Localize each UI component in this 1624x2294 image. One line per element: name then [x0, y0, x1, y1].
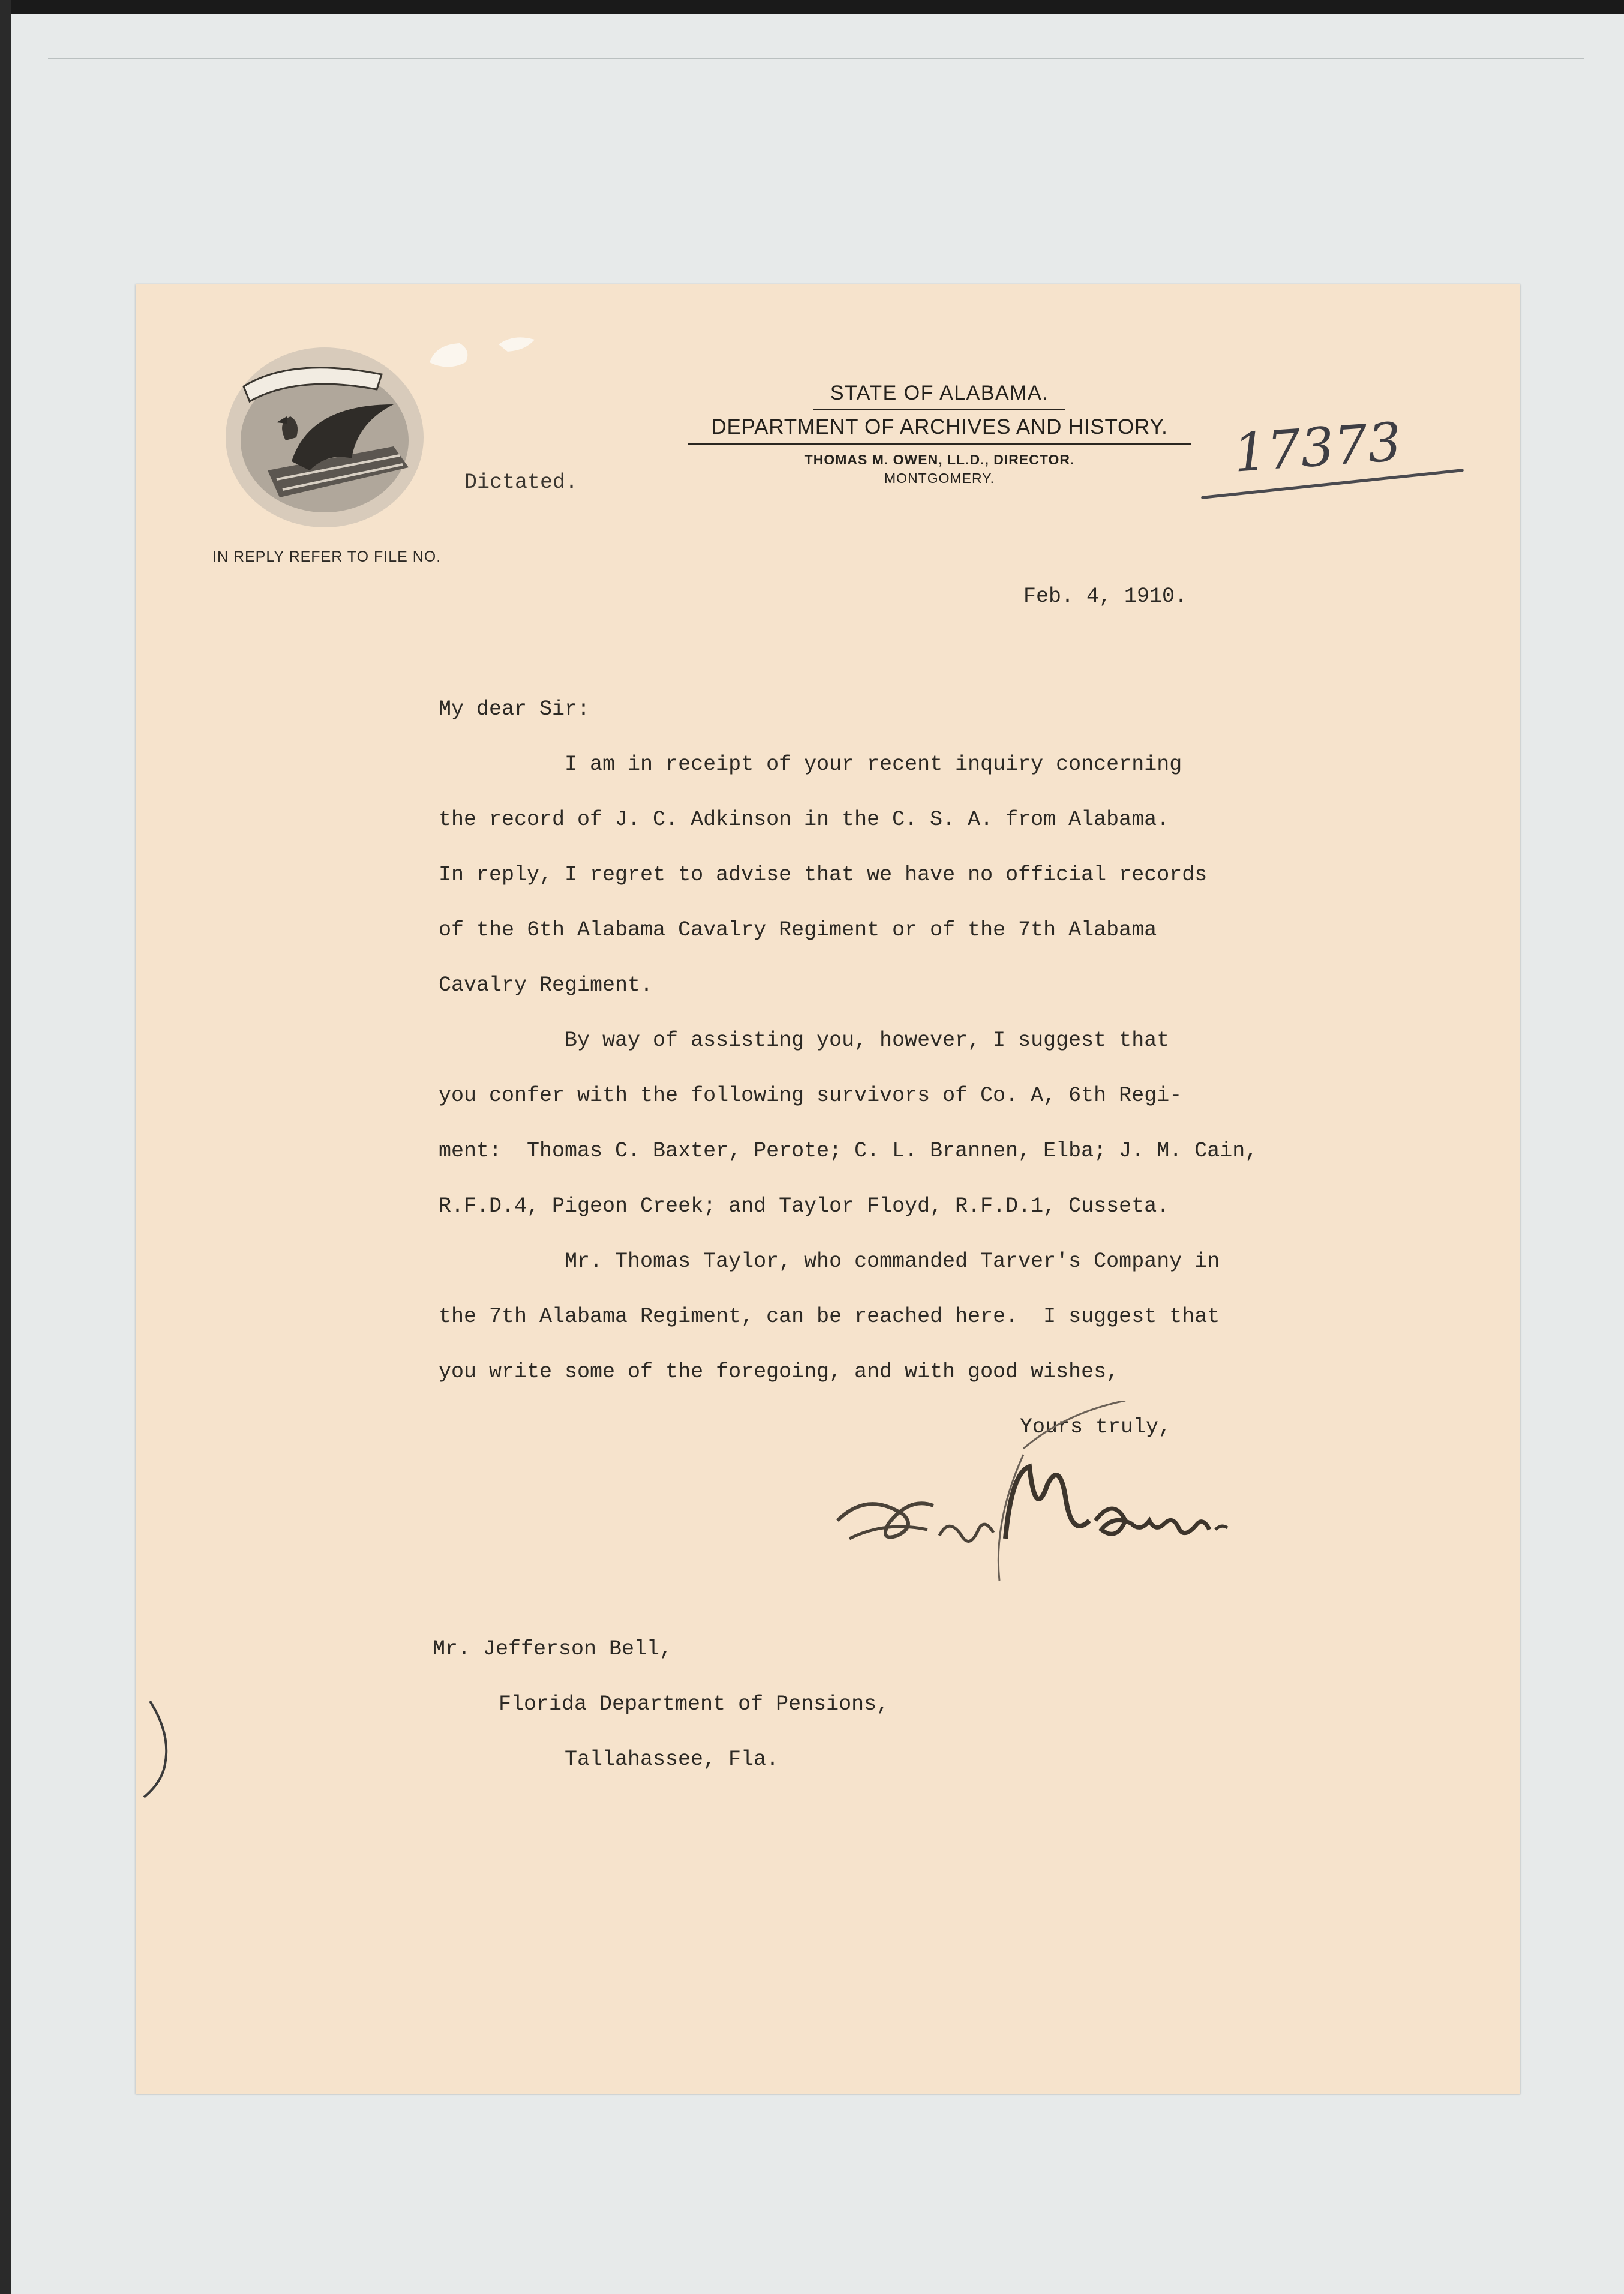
body-line: ment: Thomas C. Baxter, Perote; C. L. Brannen, Elba; J. M. Cain,	[439, 1139, 1258, 1163]
scan-line	[48, 58, 1584, 59]
scanner-top-edge	[0, 0, 1624, 14]
body-line: R.F.D.4, Pigeon Creek; and Taylor Floyd, R.F.D.1, Cusseta.	[439, 1194, 1170, 1218]
letterhead-rule	[813, 409, 1065, 410]
letterhead-director: THOMAS M. OWEN, LL.D., DIRECTOR.	[804, 452, 1075, 467]
letter-date: Feb. 4, 1910.	[1023, 584, 1188, 608]
addressee-city: Tallahassee, Fla.	[565, 1747, 779, 1771]
pencil-mark	[138, 1698, 180, 1800]
body-line: Cavalry Regiment.	[439, 973, 653, 997]
letterhead	[640, 382, 1239, 487]
body-line: In reply, I regret to advise that we have no official records	[439, 863, 1208, 887]
scanner-left-edge	[0, 0, 11, 2294]
eagle-emblem-icon	[220, 332, 448, 530]
body-line: By way of assisting you, however, I suggest that	[439, 1028, 1170, 1052]
handwritten-signature	[813, 1401, 1317, 1605]
body-line: the 7th Alabama Regiment, can be reached here. I suggest that	[439, 1305, 1220, 1329]
salutation: My dear Sir:	[439, 697, 590, 721]
body-line: the record of J. C. Adkinson in the C. S. A. from Alabama.	[439, 808, 1170, 832]
body-line: of the 6th Alabama Cavalry Regiment or of the 7th Alabama	[439, 918, 1157, 942]
letterhead-department: DEPARTMENT OF ARCHIVES AND HISTORY.	[711, 415, 1168, 439]
dictated-note: Dictated.	[464, 470, 578, 494]
body-line: I am in receipt of your recent inquiry concerning	[439, 752, 1182, 776]
letterhead-state: STATE OF ALABAMA.	[830, 382, 1049, 404]
body-line: Mr. Thomas Taylor, who commanded Tarver's Company in	[439, 1249, 1220, 1273]
reply-refer-label: IN REPLY REFER TO FILE NO.	[212, 548, 442, 565]
letterhead-city: MONTGOMERY.	[884, 470, 995, 486]
handwritten-file-number: 17373	[1231, 410, 1404, 484]
addressee-name: Mr. Jefferson Bell,	[433, 1637, 673, 1661]
letterhead-rule	[688, 443, 1191, 445]
closing: Yours truly,	[1020, 1415, 1172, 1439]
letter-page	[136, 284, 1520, 2094]
body-line: you write some of the foregoing, and with good wishes,	[439, 1360, 1119, 1384]
addressee-organization: Florida Department of Pensions,	[499, 1692, 890, 1716]
torn-hole	[418, 326, 550, 374]
body-line: you confer with the following survivors of Co. A, 6th Regi-	[439, 1084, 1182, 1108]
